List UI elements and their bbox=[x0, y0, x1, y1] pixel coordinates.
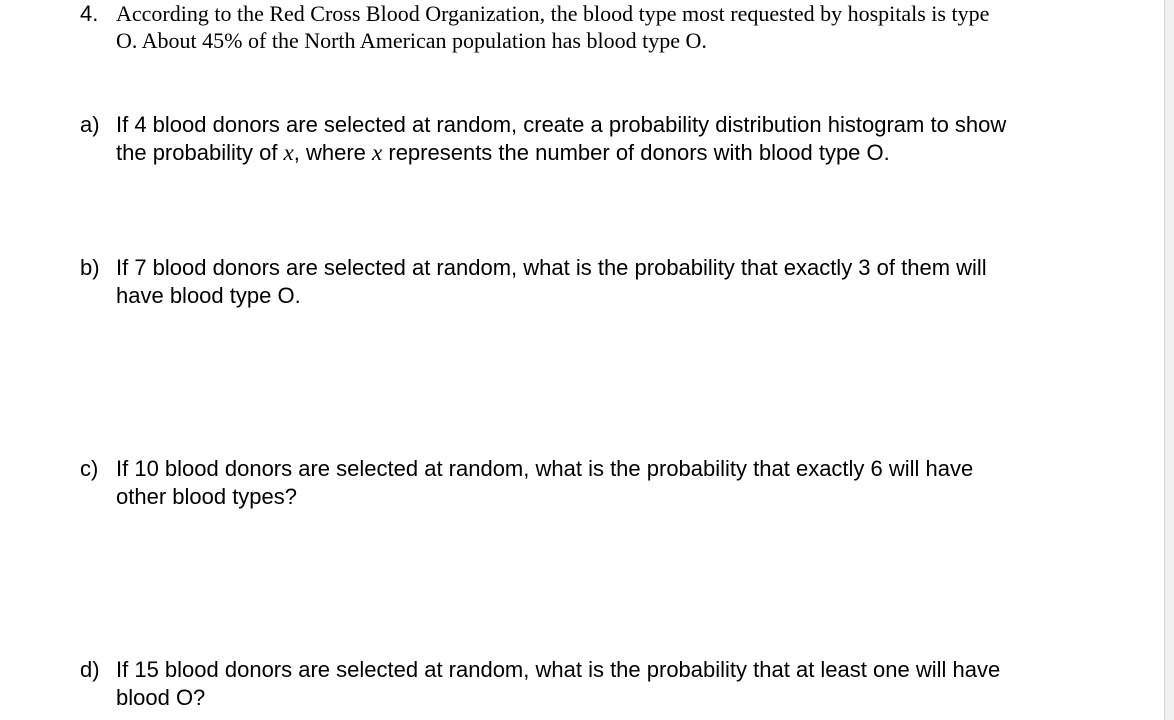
question-stem bbox=[116, 0, 1080, 54]
part-a-text bbox=[116, 111, 1080, 167]
question-stem-line-1: According to the Red Cross Blood Organization, the blood type most requested by hospitals is type bbox=[116, 1, 990, 26]
question-stem-line-2: O. About 45% of the North American population has blood type O. bbox=[116, 28, 707, 53]
variable-x: x bbox=[372, 140, 383, 165]
part-b-text bbox=[116, 254, 1080, 310]
part-a-line-2-middle: , where bbox=[293, 140, 373, 165]
part-c-text bbox=[116, 455, 1080, 511]
part-d-marker: d) bbox=[80, 657, 100, 682]
part-c-line-2: other blood types? bbox=[116, 484, 298, 509]
part-c-line-1: If 10 blood donors are selected at random, what is the probability that exactly 6 will have bbox=[116, 456, 974, 481]
part-d-text bbox=[116, 656, 1080, 712]
part-b-line-2: have blood type O. bbox=[116, 283, 301, 308]
part-a-line-2 bbox=[116, 139, 1080, 167]
part-a-line-2-start: the probability of bbox=[116, 140, 284, 165]
part-a-line-1: If 4 blood donors are selected at random, create a probability distribution histogram to show bbox=[116, 112, 1007, 137]
vertical-scrollbar[interactable] bbox=[1164, 0, 1174, 720]
part-b-marker: b) bbox=[80, 255, 100, 280]
part-c-marker: c) bbox=[80, 456, 99, 481]
part-b-line-1: If 7 blood donors are selected at random, what is the probability that exactly 3 of them will bbox=[116, 255, 987, 280]
part-a-line-2-end: represents the number of donors with blood type O. bbox=[382, 140, 890, 165]
part-d-line-1: If 15 blood donors are selected at random, what is the probability that at least one will have bbox=[116, 657, 1001, 682]
question-number: 4. bbox=[80, 1, 99, 26]
variable-x: x bbox=[283, 140, 294, 165]
part-d-line-2: blood O? bbox=[116, 685, 206, 710]
part-a-marker: a) bbox=[80, 112, 100, 137]
